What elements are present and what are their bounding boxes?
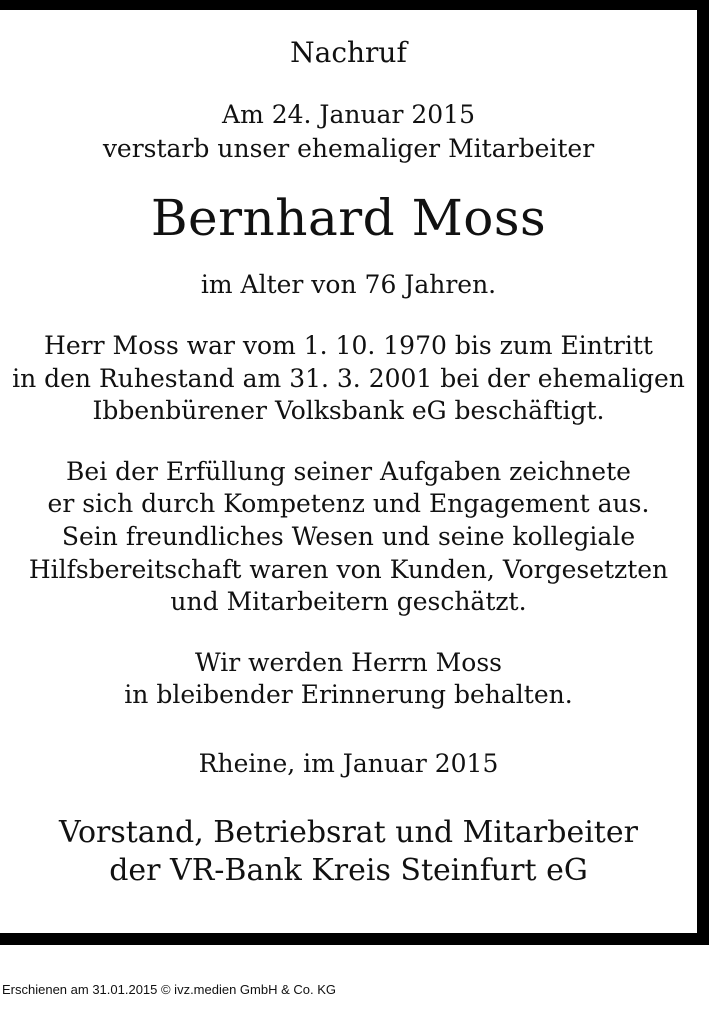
text-line: Hilfsbereitschaft waren von Kunden, Vorgesetzten bbox=[28, 554, 669, 584]
text-line: Sein freundliches Wesen und seine kollegiale bbox=[61, 521, 636, 551]
text-line: Wir werden Herrn Moss bbox=[195, 647, 502, 677]
text-line: Ibbenbürener Volksbank eG beschäftigt. bbox=[92, 396, 605, 426]
signatories bbox=[0, 814, 697, 890]
paragraph-tribute bbox=[0, 456, 697, 619]
text-line: in den Ruhestand am 31. 3. 2001 bei der ehemaligen bbox=[12, 363, 685, 393]
intro-block bbox=[0, 98, 697, 166]
intro-line: Am 24. Januar 2015 bbox=[222, 100, 475, 129]
place-date: Rheine, im Januar 2015 bbox=[198, 748, 499, 778]
text-line: in bleibender Erinnerung behalten. bbox=[124, 680, 573, 710]
publication-footer: Erschienen am 31.01.2015 © ivz.medien GmbH & Co. KG bbox=[2, 982, 337, 997]
intro-line: verstarb unser ehemaliger Mitarbeiter bbox=[102, 134, 595, 163]
paragraph-employment bbox=[0, 330, 697, 428]
obituary-heading: Nachruf bbox=[290, 36, 407, 69]
age-line: im Alter von 76 Jahren. bbox=[200, 270, 497, 299]
text-line: Bei der Erfüllung seiner Aufgaben zeichnete bbox=[66, 456, 631, 486]
obituary-content bbox=[0, 10, 697, 890]
signatory-line: der VR-Bank Kreis Steinfurt eG bbox=[109, 852, 588, 888]
text-line: er sich durch Kompetenz und Engagement aus. bbox=[47, 489, 650, 519]
text-line: Herr Moss war vom 1. 10. 1970 bis zum Eintritt bbox=[44, 331, 653, 360]
signatory-line: Vorstand, Betriebsrat und Mitarbeiter bbox=[59, 814, 638, 850]
text-line: und Mitarbeitern geschätzt. bbox=[170, 587, 527, 617]
deceased-name: Bernhard Moss bbox=[150, 189, 547, 247]
paragraph-remembrance bbox=[0, 647, 697, 712]
